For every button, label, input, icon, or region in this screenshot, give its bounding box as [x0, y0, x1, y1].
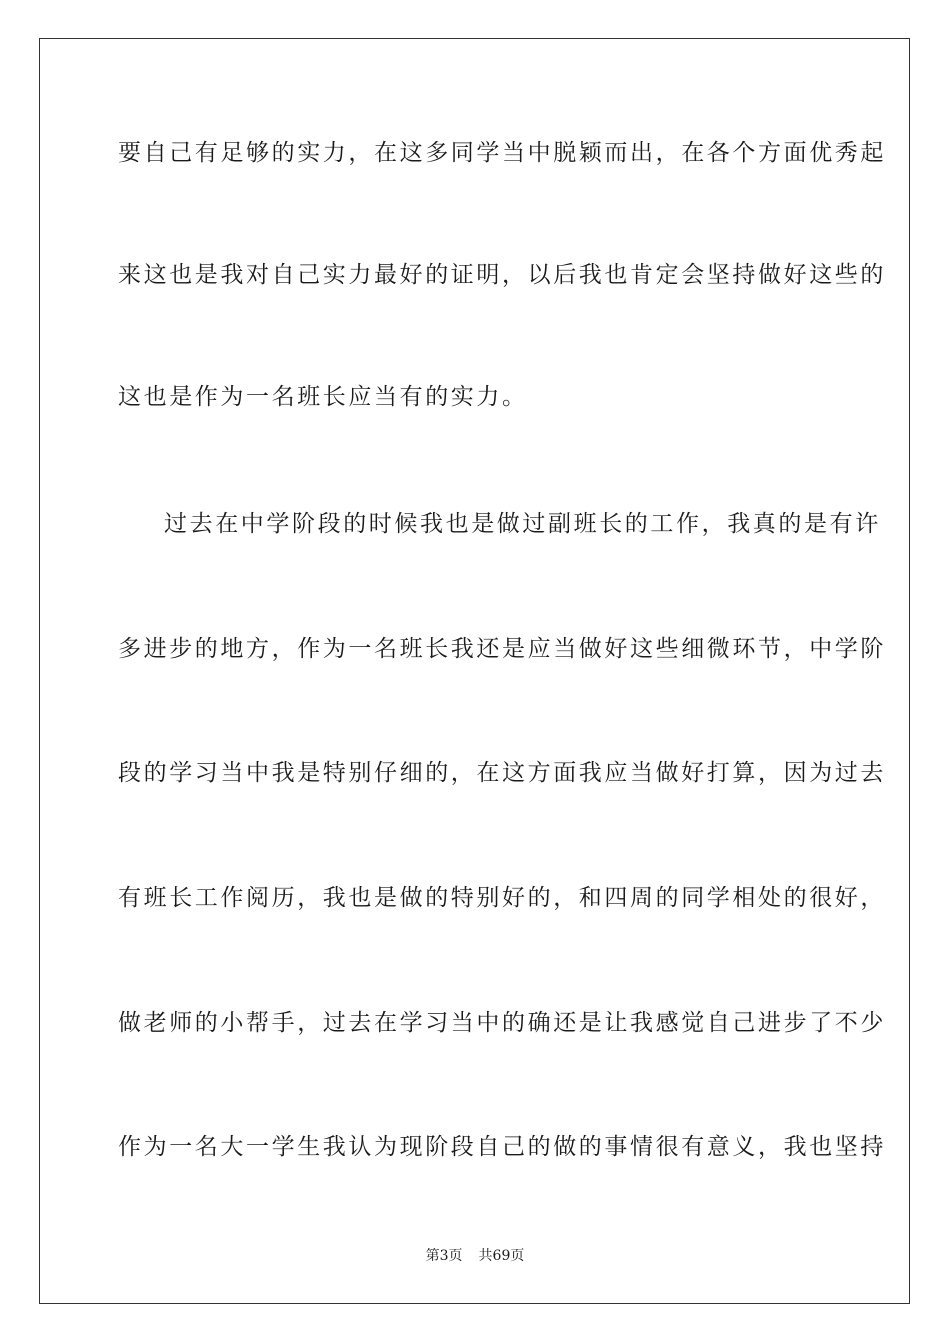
text-line-6: 段的学习当中我是特别仔细的，在这方面我应当做好打算，因为过去: [118, 760, 886, 786]
page-border: [39, 38, 910, 1304]
page-footer: [0, 1247, 950, 1265]
page-number-current: 第3页: [425, 1248, 463, 1264]
text-line-8: 做老师的小帮手，过去在学习当中的确还是让我感觉自己进步了不少: [118, 1010, 886, 1036]
page-number-total: 共69页: [478, 1248, 525, 1264]
text-line-9: 作为一名大一学生我认为现阶段自己的做的事情很有意义，我也坚持: [118, 1134, 886, 1160]
text-line-2: 来这也是我对自己实力最好的证明，以后我也肯定会坚持做好这些的: [118, 262, 886, 288]
text-line-3: 这也是作为一名班长应当有的实力。: [118, 384, 528, 410]
text-line-7: 有班长工作阅历，我也是做的特别好的，和四周的同学相处的很好，: [118, 885, 886, 911]
text-line-1: 要自己有足够的实力，在这多同学当中脱颖而出，在各个方面优秀起: [118, 140, 886, 166]
text-line-4: 过去在中学阶段的时候我也是做过副班长的工作，我真的是有许: [164, 511, 881, 537]
text-line-5: 多进步的地方，作为一名班长我还是应当做好这些细微环节，中学阶: [118, 636, 886, 662]
